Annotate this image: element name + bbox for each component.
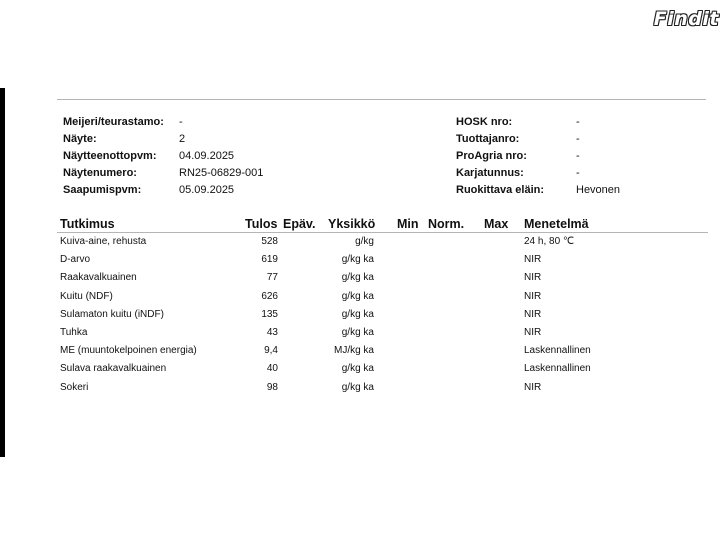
table-row xyxy=(0,234,728,252)
cell-menetelma: Laskennallinen xyxy=(524,363,591,375)
results-table xyxy=(0,234,728,398)
analysis-document xyxy=(0,88,728,457)
meta-value: - xyxy=(576,167,580,179)
meta-value: 04.09.2025 xyxy=(179,150,235,162)
cell-tulos: 77 xyxy=(266,272,278,284)
cell-tutkimus: Sokeri xyxy=(60,381,89,393)
cell-menetelma: NIR xyxy=(524,326,542,338)
meta-row-proagria xyxy=(456,148,620,165)
meta-value: - xyxy=(576,133,580,145)
meta-value: 2 xyxy=(179,133,186,145)
cell-tulos: 98 xyxy=(266,381,278,393)
table-row xyxy=(0,361,728,379)
cell-tulos: 43 xyxy=(266,326,278,338)
table-row xyxy=(0,380,728,398)
sample-info-right xyxy=(456,114,620,199)
cell-tutkimus: Tuhka xyxy=(60,326,88,338)
meta-row-nayte xyxy=(63,131,263,148)
cell-yksikko: MJ/kg ka xyxy=(333,345,374,357)
cell-tutkimus: Raakavalkuainen xyxy=(60,272,137,284)
col-header-tutkimus: Tutkimus xyxy=(60,217,115,231)
meta-label: Tuottajanro: xyxy=(456,133,520,145)
cell-yksikko: g/kg ka xyxy=(341,290,374,302)
table-row xyxy=(0,252,728,270)
meta-value: - xyxy=(576,116,580,128)
top-divider xyxy=(57,99,706,100)
cell-tutkimus: Kuitu (NDF) xyxy=(60,290,113,302)
meta-row-karjatunnus xyxy=(456,165,620,182)
cell-menetelma: Laskennallinen xyxy=(524,345,591,357)
cell-yksikko: g/kg ka xyxy=(341,363,374,375)
col-header-min: Min xyxy=(397,217,419,231)
meta-label: Näyte: xyxy=(63,133,97,145)
meta-value: Hevonen xyxy=(576,184,621,196)
meta-label: Näytteenottopvm: xyxy=(63,150,157,162)
cell-menetelma: NIR xyxy=(524,381,542,393)
meta-row-meijeri xyxy=(63,114,263,131)
cell-tutkimus: D-arvo xyxy=(60,254,91,266)
meta-label: Karjatunnus: xyxy=(456,167,524,179)
meta-row-saapumispvm xyxy=(63,182,263,199)
meta-value: RN25-06829-001 xyxy=(179,167,264,179)
cell-tulos: 528 xyxy=(261,236,278,247)
cell-tulos: 9,4 xyxy=(264,345,278,357)
meta-value: - xyxy=(179,116,183,128)
meta-row-naytteenottopvm xyxy=(63,148,263,165)
cell-yksikko: g/kg ka xyxy=(341,381,374,393)
col-header-tulos: Tulos xyxy=(245,217,278,231)
cell-yksikko: g/kg ka xyxy=(341,254,374,266)
header-divider xyxy=(57,232,708,233)
cell-tutkimus: Sulamaton kuitu (iNDF) xyxy=(60,308,164,320)
meta-value: - xyxy=(576,150,580,162)
meta-label: Näytenumero: xyxy=(63,167,137,179)
table-row xyxy=(0,343,728,361)
meta-label: Ruokittava eläin: xyxy=(456,184,545,196)
cell-yksikko: g/kg xyxy=(355,236,374,247)
meta-row-naytenumero xyxy=(63,165,263,182)
col-header-menetelma: Menetelmä xyxy=(524,217,589,231)
meta-row-hosk xyxy=(456,114,620,131)
cell-tulos: 135 xyxy=(261,308,278,320)
cell-tulos: 40 xyxy=(266,363,278,375)
cell-tutkimus: Sulava raakavalkuainen xyxy=(60,363,167,375)
cell-tulos: 619 xyxy=(261,254,278,266)
meta-value: 05.09.2025 xyxy=(179,184,235,196)
cell-menetelma: NIR xyxy=(524,254,542,266)
sample-info-left xyxy=(63,114,263,199)
table-row xyxy=(0,325,728,343)
findit-logo: Findit xyxy=(653,8,719,30)
col-header-yksikko: Yksikkö xyxy=(328,217,376,231)
meta-row-ruokittava xyxy=(456,182,620,199)
cell-menetelma: NIR xyxy=(524,308,542,320)
table-row xyxy=(0,270,728,288)
cell-menetelma: NIR xyxy=(524,272,542,284)
cell-menetelma: 24 h, 80 ℃ xyxy=(524,236,575,247)
col-header-norm: Norm. xyxy=(428,217,465,231)
meta-label: Saapumispvm: xyxy=(63,184,142,196)
meta-label: Meijeri/teurastamo: xyxy=(63,116,164,128)
meta-row-tuottajanro xyxy=(456,131,620,148)
cell-menetelma: NIR xyxy=(524,290,542,302)
meta-label: ProAgria nro: xyxy=(456,150,527,162)
cell-tulos: 626 xyxy=(261,290,278,302)
table-row xyxy=(0,289,728,307)
cell-yksikko: g/kg ka xyxy=(341,308,374,320)
cell-tutkimus: ME (muuntokelpoinen energia) xyxy=(60,345,197,357)
cell-tutkimus: Kuiva-aine, rehusta xyxy=(60,236,147,247)
col-header-max: Max xyxy=(484,217,509,231)
table-row xyxy=(0,307,728,325)
cell-yksikko: g/kg ka xyxy=(341,326,374,338)
col-header-epav: Epäv. xyxy=(283,217,316,231)
cell-yksikko: g/kg ka xyxy=(341,272,374,284)
meta-label: HOSK nro: xyxy=(456,116,513,128)
